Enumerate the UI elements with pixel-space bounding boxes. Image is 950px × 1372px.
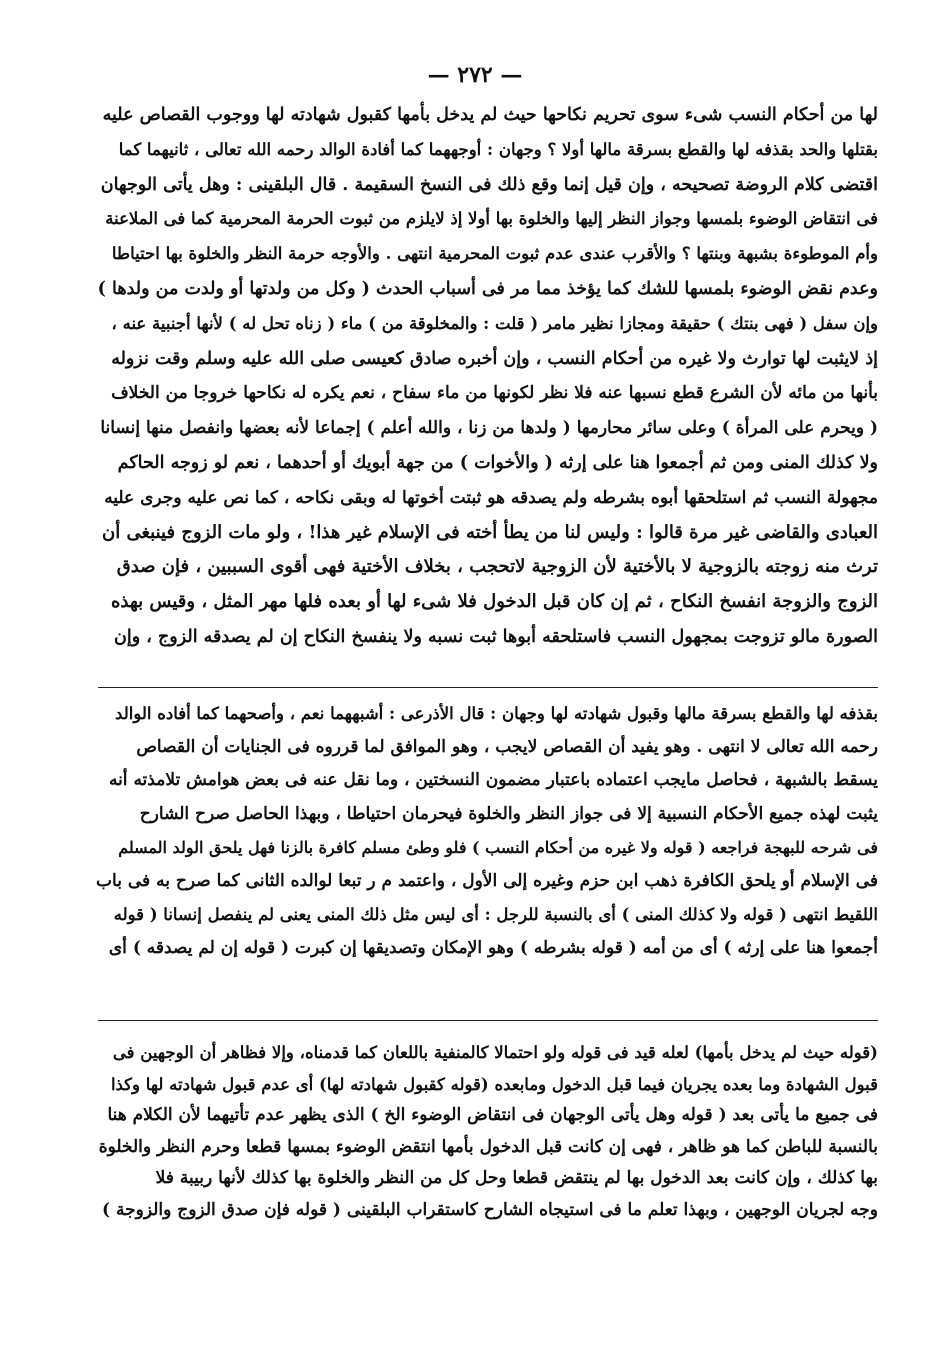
commentary-line: بها كذلك ، وإن كانت بعد الدخول بها لم ينتقض قطعا وحل كل من النظر والخلوة بها كذلك لأنها ربيبة فلا [155, 1168, 878, 1189]
footnote-divider [98, 687, 878, 688]
main-text-line: ولا كذلك المنى ومن ثم أجمعوا هنا على إرثه ( والأخوات ) من جهة أبويك أو أحدهما ، نعم لو زوجه الحاكم [117, 452, 878, 473]
main-text-line: وإن سفل ( فهى بنتك ) حقيقة ومجازا نظير مامر ( قلت : والمخلوقة من ) ماء ( زناه تحل له ) لأنها أجنبية عنه ، [111, 313, 878, 333]
commentary-line: اللقيط انتهى ( قوله ولا كذلك المنى ) أى بالنسبة للرجل : أى ليس مثل ذلك المنى يعنى لم ينفصل إنسانا ( قوله [113, 905, 878, 924]
commentary-block-upper [96, 697, 878, 965]
commentary-line: فى شرحه للبهجة فراجعه ( قوله ولا غيره من أحكام النسب ) فلو وطئ مسلم كافرة بالزنا فهل يلحق الولد المسلم [118, 838, 878, 857]
commentary-block-lower [96, 1037, 878, 1227]
main-text-line: فى انتقاض الوضوء بلمسها وجواز النظر إليها والخلوة بها أولا إذ لايلزم من ثبوت الحرمة المحرمية كما فى الملاعنة [105, 209, 878, 229]
main-text-line: ( ويحرم على المرأة ) وعلى سائر محارمها ( ولدها من زنا ، والله أعلم ) إجماعا لأنه بعضها وانفصل منها إنسانا [100, 418, 878, 439]
main-text-line: وعدم نقض الوضوء بلمسها للشك كما يؤخذ مما مر فى أسباب الحدث ( وكل من ولدتها أو ولدت من ولدها ) [98, 278, 878, 299]
commentary-line: (قوله حيث لم يدخل بأمها) لعله قيد فى قوله ولو احتمالا كالمنفية باللعان كما قدمناه، وإلا فظاهر أن الوجهين فى [112, 1043, 878, 1062]
commentary-line: قبول الشهادة وما بعده يجريان فيما قبل الدخول ومابعده (قوله كقبول شهادته لها) أى عدم قبول شهادته لها وكذا [110, 1074, 878, 1094]
main-text [98, 98, 878, 655]
commentary-line: أجمعوا هنا على إرثه ) أى من أمه ( قوله بشرطه ) وهو الإمكان وتصديقها إن كبرت ( قوله إن لم يصدقه ) أى [108, 937, 878, 958]
footnote-divider [98, 1020, 878, 1021]
commentary-line: يسقط بالشبهة ، فحاصل مايجب اعتماده باعتبار مضمون النسختين ، وما نقل عنه فى بعض هوامش تلامذته أنه [108, 770, 878, 790]
page-number: — ٢٧٢ — [427, 62, 523, 88]
main-text-line: لها من أحكام النسب شىء سوى تحريم نكاحها حيث لم يدخل بأمها كقبول شهادته لها ووجوب القصاص عليه [102, 105, 878, 125]
commentary-line: فى جميع ما يأتى بعد ( قوله وهل يأتى الوجهان فى انتقاض الوضوء الخ ) الذى يظهر عدم تأتيهما لأن الكلام هنا [107, 1105, 878, 1126]
main-text-line: مجهولة النسب ثم استلحقها أبوه بشرطه ولم يصدقه هو ثبتت أخوتها له وبقى نكاحه ، كما نص عليه وجرى عليه [104, 487, 878, 508]
main-text-line: إذ لايثبت لها توارث ولا غيره من أحكام النسب ، وإن أخبره صادق كعيسى صلى الله عليه وسلم وقت نزوله [111, 348, 878, 369]
commentary-line: يثبت لهذه جميع الأحكام النسبية إلا فى جواز النظر والخلوة فيحرمان احتياطا ، وبهذا الحاصل صرح الشارح [139, 803, 878, 824]
main-text-line: وأم الموطوءة بشبهة وبنتها ؟ والأقرب عندى عدم ثبوت المحرمية انتهى . والأوجه حرمة النظر والخلوة بها احتياطا [111, 244, 878, 264]
main-text-line: الزوج والزوجة انفسخ النكاح ، ثم إن كان قبل الدخول فلا شىء لها أو بعده فلها مهر المثل ، وقيس بهذه [110, 591, 878, 613]
main-text-line: العبادى والقاضى غير مرة قالوا : وليس لنا من يطأ أخته فى الإسلام غير هذا! ، ولو مات الزوج فينبغى أن [102, 521, 878, 543]
commentary-line: رحمه الله تعالى لا انتهى . وهو يفيد أن القصاص لايجب ، وهو الموافق لما قرروه فى الجنايات أن القصاص [136, 736, 878, 757]
commentary-line: بالنسبة للباطن كما هو ظاهر ، فهى إن كانت قبل الدخول بأمها انتقض الوضوء بمسها قطعا وحرم النظر والخلوة [98, 1136, 878, 1157]
commentary-line: فى الإسلام أو يلحق الكافرة ذهب ابن حزم وغيره إلى الأول ، واعتمد م ر تبعا لوالده الثانى كما صرح به فى باب [96, 870, 878, 891]
commentary-line: بقذفه لها والقطع بسرقة مالها وقبول شهادته لها وجهان : قال الأذرعى : أشبههما نعم ، وأصحهما كما أفاده الوالد [115, 704, 878, 723]
main-text-line: ترث منه زوجته بالزوجية لا بالأختية لأن الزوجية لاتحجب ، بخلاف الأختية فهى أقوى السببين ، فإن صدق [116, 556, 878, 578]
main-text-line: اقتضى كلام الروضة تصحيحه ، وإن قيل إنما وقع ذلك فى النسخ السقيمة . قال البلقينى : وهل يأتى الوجهان [100, 174, 878, 195]
main-text-line: الصورة مالو تزوجت بمجهول النسب فاستلحقه أبوها ثبت نسبه ولا ينفسخ النكاح إن لم يصدقه الزوج ، وإن [113, 626, 878, 647]
main-text-line: بقتلها والحد بقذفه لها والقطع بسرقة مالها أولا ؟ وجهان : أوجههما كما أفادة الوالد رحمه الله تعالى ، ثانيهما كما [118, 139, 878, 159]
commentary-line: وجه لجريان الوجهين ، وبهذا تعلم ما فى استيجاه الشارح كاستقراب البلقينى ( قوله فإن صدق الزوج والزوجة ) [102, 1199, 878, 1220]
main-text-line: بأنها من مائه لأن الشرع قطع نسبها عنه فلا نظر لكونها من ماء سفاح ، نعم يكره له نكاحها خروجا من الخلاف [111, 383, 878, 404]
